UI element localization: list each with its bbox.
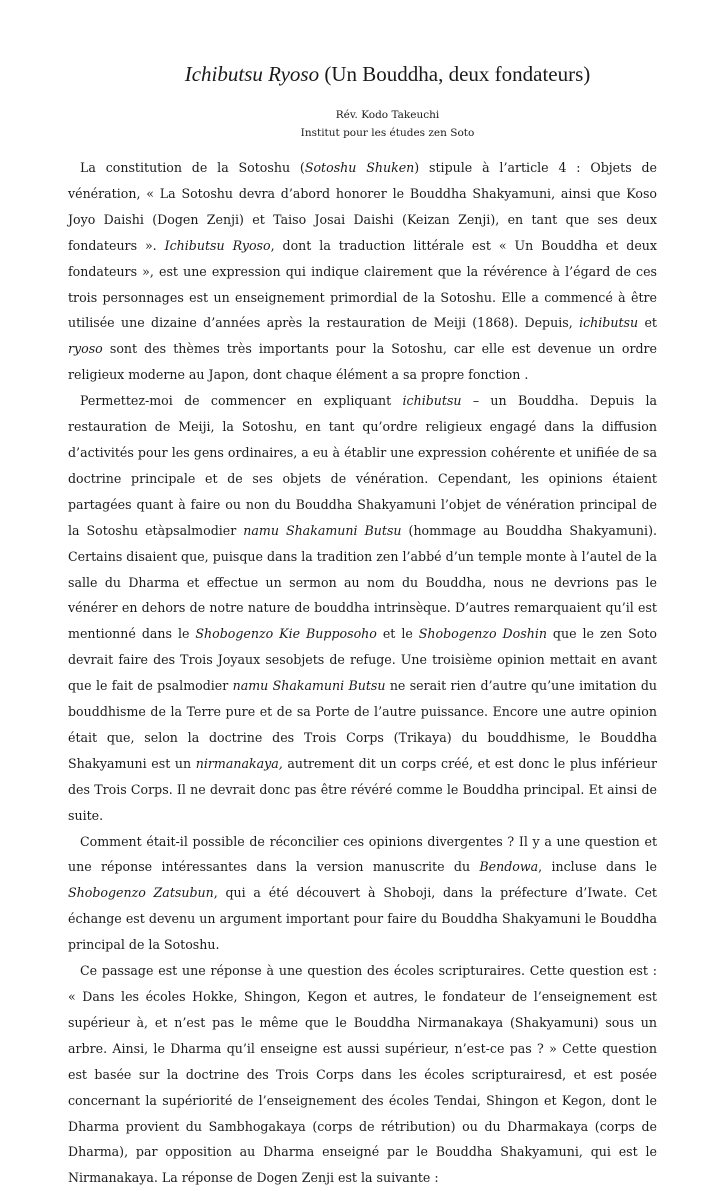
paragraph-2 (68, 388, 657, 828)
italic-term: Sotoshu Shuken (304, 160, 415, 175)
text-run: , qui a été découvert à Shoboji, dans la préfecture d’Iwate. Cet échange est devenu un argument important pour faire du Bouddha Shakyamuni le Bouddha principal de la Sotoshu. (68, 885, 657, 953)
paragraph-4 (68, 958, 657, 1191)
text-run: sont des thèmes très importants pour la Sotoshu, car elle est devenue un ordre religieux moderne au Japon, dont chaque élément a sa propre fonction . (68, 341, 657, 383)
paragraph-3 (68, 829, 657, 959)
italic-term: Shobogenzo Doshin (418, 626, 547, 642)
text-run: que le zen Soto devrait faire des Trois Joyaux sesobjets de refuge. Une troisième opinion mettait en avant que le fait de psalmodier (68, 626, 657, 694)
paragraph-1 (68, 155, 657, 388)
text-run: Ce passage est une réponse à une question des écoles scripturaires. Cette question est : « Dans les écoles Hokke, Shingon, Kegon et autres, le fondateur de l’enseignement est supérieur à, et n’est pas le même que le Bouddha Nirmanakaya (Shakyamuni) sous un arbre. Ainsi, le Dharma qu’il enseigne est aussi supérieur, n’est-ce pas ? » Cette question est basée sur la doctrine des Trois Corps dans les écoles scripturairesd, et est posée concernant la supériorité de l’enseignement des écoles Tendai, Shingon et Kegon, dont le Dharma provient du Sambhogakaya (corps de rétribution) ou du Dharmakaya (corps de Dharma), par opposition au Dharma enseigné par le Bouddha Shakyamuni, qui est le Nirmanakaya. La réponse de Dogen Zenji est la suivante : (68, 963, 657, 1186)
author-block (0, 106, 725, 142)
text-run: , dont la traduction littérale est « Un Bouddha et deux fondateurs », est une expression qui indique clairement que la révérence à l’égard de ces trois personnages est un enseignement primordial de la Sotoshu. Elle a commencé à être utilisée une dizaine d’années après la restauration de Meiji (1868). Depuis, (68, 237, 657, 331)
italic-term: ryoso (68, 341, 103, 357)
title-italic: Ichibutsu Ryoso (184, 62, 320, 86)
text-run: ) stipule à l’article 4 : Objets de vénération, « La Sotoshu devra d’abord honorer le Bouddha Shakyamuni, ainsi que Koso Joyo Daishi (Dogen Zenji) et Taiso Josai Daishi (Keizan Zenji), en tant que ses deux fondateurs ». (68, 160, 658, 253)
title-subtitle: (Un Bouddha, deux fondateurs) (319, 62, 591, 86)
italic-term: nirmanakaya, (195, 755, 283, 771)
text-run: , incluse dans le (538, 859, 657, 875)
text-run: et le (376, 626, 419, 642)
text-run: (hommage au Bouddha Shakyamuni). Certains disaient que, puisque dans la tradition zen l’abbé d’un temple monte à l’autel de la salle du Dharma et effectue un sermon au nom du Bouddha, nous ne devrions pas le vénérer en dehors de notre nature de bouddha intrinsèque. D’autres remarquaient qu’il est mentionné dans le (68, 522, 657, 642)
author-institution: Institut pour les études zen Soto (300, 127, 475, 139)
italic-term: Bendowa (479, 859, 539, 875)
italic-term: ichibutsu (402, 393, 462, 409)
italic-term: Ichibutsu Ryoso (164, 237, 271, 253)
article-body (68, 155, 657, 1191)
italic-term: Shobogenzo Kie Bupposoho (195, 626, 377, 642)
text-run: autrement dit un corps créé, et est donc le plus inférieur des Trois Corps. Il ne devrait donc pas être révéré comme le Bouddha principal. Et ainsi de suite. (68, 755, 657, 823)
author-name: Rév. Kodo Takeuchi (335, 109, 440, 121)
italic-term: namu Shakamuni Butsu (232, 678, 386, 694)
page-title (0, 60, 725, 88)
italic-term: namu Shakamuni Butsu (243, 522, 402, 538)
text-run: La constitution de la Sotoshu ( (80, 160, 305, 175)
italic-term: ichibutsu (579, 315, 639, 331)
text-run: et (638, 315, 657, 331)
italic-term: Shobogenzo Zatsubun (68, 885, 214, 901)
text-run: – un Bouddha. Depuis la restauration de Meiji, la Sotoshu, en tant qu’ordre religieux engagé dans la diffusion d’activités pour les gens ordinaires, a eu à établir une expression cohérente et unifiée de sa doctrine principale et de ses objets de vénération. Cependant, les opinions étaient partagées quant à faire ou non du Bouddha Shakyamuni l’objet de vénération principal de la Sotoshu etàpsalmodier (68, 393, 657, 538)
text-run: Permettez-moi de commencer en expliquant (80, 393, 403, 409)
text-run: Comment était-il possible de réconcilier ces opinions divergentes ? Il y a une question et une réponse intéressantes dans la version manuscrite du (68, 833, 657, 875)
text-run: ne serait rien d’autre qu’une imitation du bouddhisme de la Terre pure et de sa Porte de l’autre puissance. Encore une autre opinion était que, selon la doctrine des Trois Corps (Trikaya) du bouddhisme, le Bouddha Shakyamuni est un (68, 678, 658, 771)
